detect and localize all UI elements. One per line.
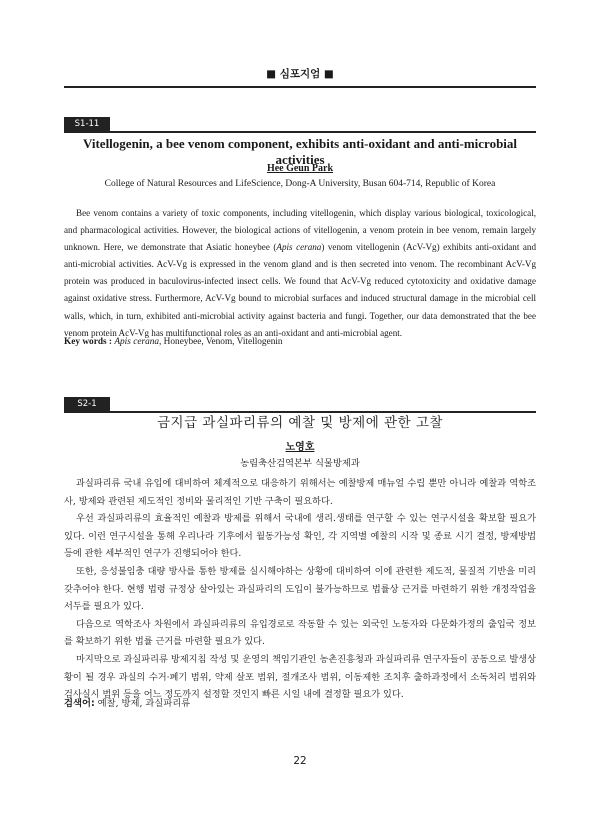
abstract-title-en: Vitellogenin, a bee venom component, exhibits anti-oxidant and anti-microbial activities xyxy=(82,136,518,167)
abstract-body-ko xyxy=(64,475,536,704)
paragraph: 또한, 응성불임충 대량 방사를 통한 방제를 실시해야하는 상황에 대비하여 이에 관련한 제도적, 물질적 기반을 미리 갖추어야 한다. 현행 법령 규정상 살아있는 과실파리의 도입이 불가능하므로 법률상 근거를 마련하기 위한 개정작업을 서두를 필요가 있다. xyxy=(64,565,536,613)
keywords-ko: 검색어: 예찰, 방제, 과실파리류 xyxy=(64,698,191,709)
species-name: Apis cerana xyxy=(276,242,322,253)
keywords-en: Key words : Apis cerana, Honeybee, Venom, Vitellogenin xyxy=(64,337,283,347)
abstract-body-en: Bee venom contains a variety of toxic components, including vitellogenin, which display various biological, toxicological, and pharmacological activities. However, the biological actions of vitellogenin, a venom protein in bee venom, remain largely unknown. Here, we demonstrate that Asiatic honeybee (Apis cerana) venom vitellogenin (AcV-Vg) exhibits anti-oxidant and anti-microbial activities. AcV-Vg is expressed in the venom gland and is then secreted into venom. The recombinant AcV-Vg protein was produced in baculovirus-infected insect cells. We found that AcV-Vg reduced cytotoxicity and oxidative damage against oxidative stress. Furthermore, AcV-Vg bound to microbial surfaces and induced structural damage in the microbial cell walls, which, in turn, exhibited anti-microbial activity against bacteria and fungi. Together, our data demonstrated that the bee venom protein AcV-Vg has multifunctional roles as an anti-oxidant and anti-microbial agent. xyxy=(64,208,536,338)
paragraph: 다음으로 역학조사 차원에서 과실파리류의 유입경로로 작동할 수 있는 외국인 노동자와 다문화가정의 출입국 정보를 확보하기 위한 법률 근거를 마련할 필요가 있다. xyxy=(64,618,536,648)
section-rule-s1 xyxy=(64,131,536,133)
affiliation-en: College of Natural Resources and LifeScience, Dong-A University, Busan 604-714, Republic of Korea xyxy=(104,179,496,189)
header-rule xyxy=(64,86,536,88)
author-name-en: Hee Geun Park xyxy=(266,163,334,174)
abstract-tag-s2: S2-1 xyxy=(64,397,110,411)
page-number: 22 xyxy=(293,755,307,767)
keywords-label: Key words : xyxy=(64,337,113,347)
abstract-title-ko: 금지급 과실파리류의 예찰 및 방제에 관한 고찰 xyxy=(156,415,444,431)
journal-header: ■ 심포지엄 ■ xyxy=(266,68,334,80)
affiliation-ko: 농림축산검역본부 식물방제과 xyxy=(240,458,360,469)
author-name-ko: 노영호 xyxy=(285,442,315,453)
paragraph: 과실파리류 국내 유입에 대비하여 체계적으로 대응하기 위해서는 예찰방제 매뉴얼 수립 뿐만 아니라 예찰과 역학조사, 방제와 관련된 제도적인 정비와 물리적인 기반 구축이 필요하다. xyxy=(64,478,536,507)
keywords-label-ko: 검색어: xyxy=(64,698,95,709)
paragraph: 우선 과실파리류의 효율적인 예찰과 방제를 위해서 국내에 생리.생태를 연구할 수 있는 연구시설을 확보할 필요가 있다. 이런 연구시설을 통해 우리나라 기후에서 월동가능성 확인, 각 지역별 예찰의 시작 및 종료 시기 결정, 방제방법 등에 관한 세부적인 연구가 진행되어야 한다. xyxy=(64,513,536,560)
paragraph: 마지막으로 과실파리류 방제지침 작성 및 운영의 책임기관인 농촌진흥청과 과실파리류 연구자들이 공동으로 발생상황이 될 경우 과실의 수거·폐기 범위, 약제 살포 범위, 절개조사 범위, 이동제한 조치후 출하과정에서 소독처리 범위와 검사실시 범위 등을 어느 정도까지 설정할 것인지 빠른 시일 내에 결정할 필요가 있다. xyxy=(64,653,536,701)
abstract-tag-s1: S1-11 xyxy=(64,117,110,131)
